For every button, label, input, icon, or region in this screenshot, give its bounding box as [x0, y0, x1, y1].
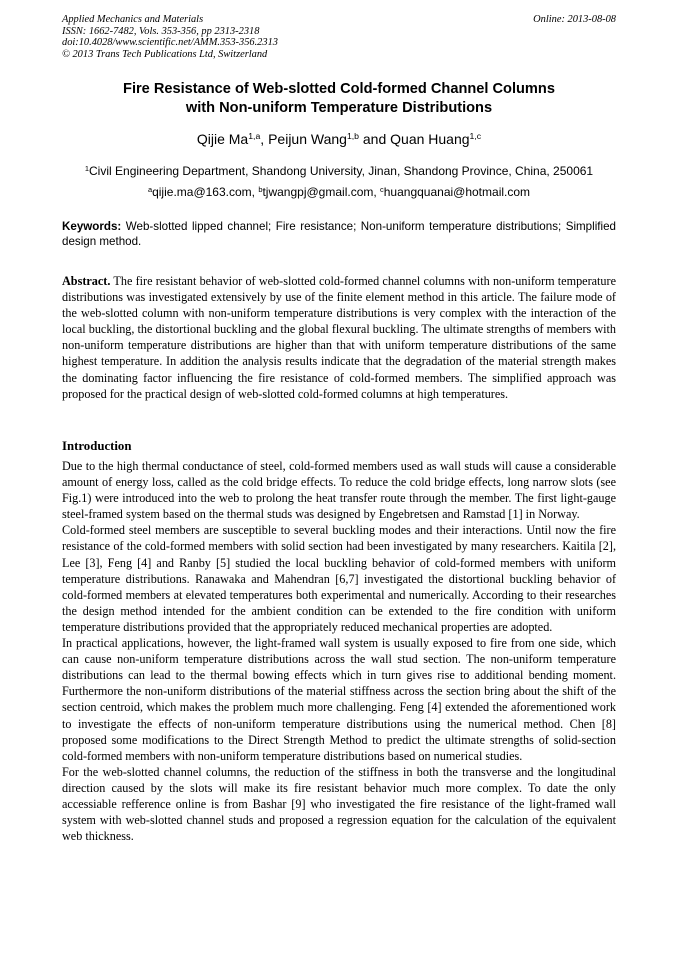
email-superscript: b: [258, 184, 263, 194]
journal-name: Applied Mechanics and Materials: [62, 14, 204, 25]
abstract-label: Abstract.: [62, 274, 111, 288]
paragraph: Due to the high thermal conductance of steel, cold-formed members used as wall studs will cause a considerable amount of energy loss, called as the cold bridge effects. To reduce the cold bridge effects, long narrow slots (see Fig.1) were introduced into the web to prolong the heat transfer route through the member. The first light-gauge steel-framed system based on the thermal studs was designed by Engebretsen and Ramstad [1] in Norway.: [62, 459, 616, 522]
doi-line[interactable]: doi:10.4028/www.scientific.net/AMM.353-356.2313: [62, 37, 278, 49]
author-separator: ,: [260, 131, 269, 147]
author-list: [62, 130, 616, 148]
author-emails: [62, 184, 616, 200]
online-date: Online: 2013-08-08: [533, 14, 616, 25]
affiliation-text: Civil Engineering Department, Shandong University, Jinan, Shandong Province, China, 250061: [89, 164, 594, 178]
author-superscript: 1,c: [469, 131, 482, 142]
author-name: Qijie Ma: [196, 131, 249, 147]
title-line-2: with Non-uniform Temperature Distributions: [185, 100, 493, 116]
paragraph: For the web-slotted channel columns, the reduction of the stiffness in both the transverse and the longitudinal direction caused by the slots will make its fire resistant behavior much more complex. To date the only accessiable refference online is from Bashar [9] who investigated the fire resistance of the light-framed wall system with web-slotted channel studs and proposed a regression equation for the calculation of the equivalent web thickness.: [62, 764, 616, 844]
author-name: Peijun Wang: [268, 131, 347, 147]
author-superscript: 1,b: [346, 131, 359, 142]
email-address[interactable]: huangquanai@hotmail.com: [383, 185, 531, 199]
publication-header: [62, 14, 616, 60]
email-address[interactable]: qijie.ma@163.com: [152, 185, 252, 199]
author-name: Quan Huang: [390, 131, 470, 147]
keywords-label: Keywords:: [62, 220, 122, 233]
abstract: [62, 273, 616, 402]
paragraph: In practical applications, however, the light-framed wall system is usually exposed to fire from one side, which can cause non-uniform temperature distributions across the wall stud section. The non-uniform temperature distributions can lead to the thermal bowing effects which in turn gives rise to additional bending moment. Furthermore the non-uniform distributions of the material stiffness across the section bring about the shift of the section centroid, which makes the problem much more challenging. Feng [4] extended the aforementioned work to investigate the effects of non-uniform temperature distributions using the numerical method. Chen [8] proposed some modifications to the Direct Strength Method to predict the ultimate strengths of solid-section cold-formed members with non-uniform temperature distributions based on numerical studies.: [62, 636, 616, 763]
copyright-line: © 2013 Trans Tech Publications Ltd, Switzerland: [62, 48, 268, 60]
email-superscript: c: [380, 184, 384, 194]
author-separator: and: [359, 131, 391, 147]
email-separator: ,: [251, 185, 259, 199]
title-line-1: Fire Resistance of Web-slotted Cold-formed Channel Columns: [123, 81, 555, 97]
affiliation: [62, 163, 616, 179]
introduction-body: [62, 458, 616, 844]
issn-line: ISSN: 1662-7482, Vols. 353-356, pp 2313-2318: [62, 25, 260, 37]
introduction-heading: Introduction: [62, 439, 132, 453]
paper-title: [62, 80, 616, 118]
author-superscript: 1,a: [248, 131, 261, 142]
email-superscript: a: [147, 184, 153, 194]
keywords-text: Web-slotted lipped channel; Fire resistance; Non-uniform temperature distributions; Simplified design method.: [62, 220, 616, 248]
email-address[interactable]: tjwangpj@gmail.com: [262, 185, 374, 199]
paragraph: Cold-formed steel members are susceptible to several buckling modes and their interactions. Until now the fire resistance of the cold-formed members with solid section had been investigated by many researchers. Kaitila [2], Lee [3], Feng [4] and Ranby [5] studied the local buckling behavior of cold-formed members with uniform temperature distributions. Ranawaka and Mahendran [6,7] investigated the distortional buckling behavior of cold-formed members at elevated temperatures both experimental and numerically. According to their researches the design method intended for the ambient condition can be extended to the fire condition with uniform temperature distributions provided that the appropriately reduced mechanical properties are adopted.: [62, 523, 616, 634]
email-separator: ,: [373, 185, 381, 199]
affiliation-superscript: 1: [84, 163, 90, 173]
keywords: [62, 220, 616, 249]
abstract-text: The fire resistant behavior of web-slotted cold-formed channel columns with non-uniform temperature distributions was investigated extensively by use of the finite element method in this article. The failure mode of the web-slotted column with non-uniform temperature distributions is very complex with the interaction of the local buckling, the distortional buckling and the global flexural buckling. The ultimate strengths of members with non-uniform temperature distributions are higher than that with uniform temperature distributions of the same highest temperature. In addition the analysis results indicate that the degradation of the material strength makes the dominating factor influencing the fire resistance of cold-formed members. The simplified approach was proposed for the practical design of web-slotted cold-formed columns at high temperatures.: [62, 274, 616, 401]
